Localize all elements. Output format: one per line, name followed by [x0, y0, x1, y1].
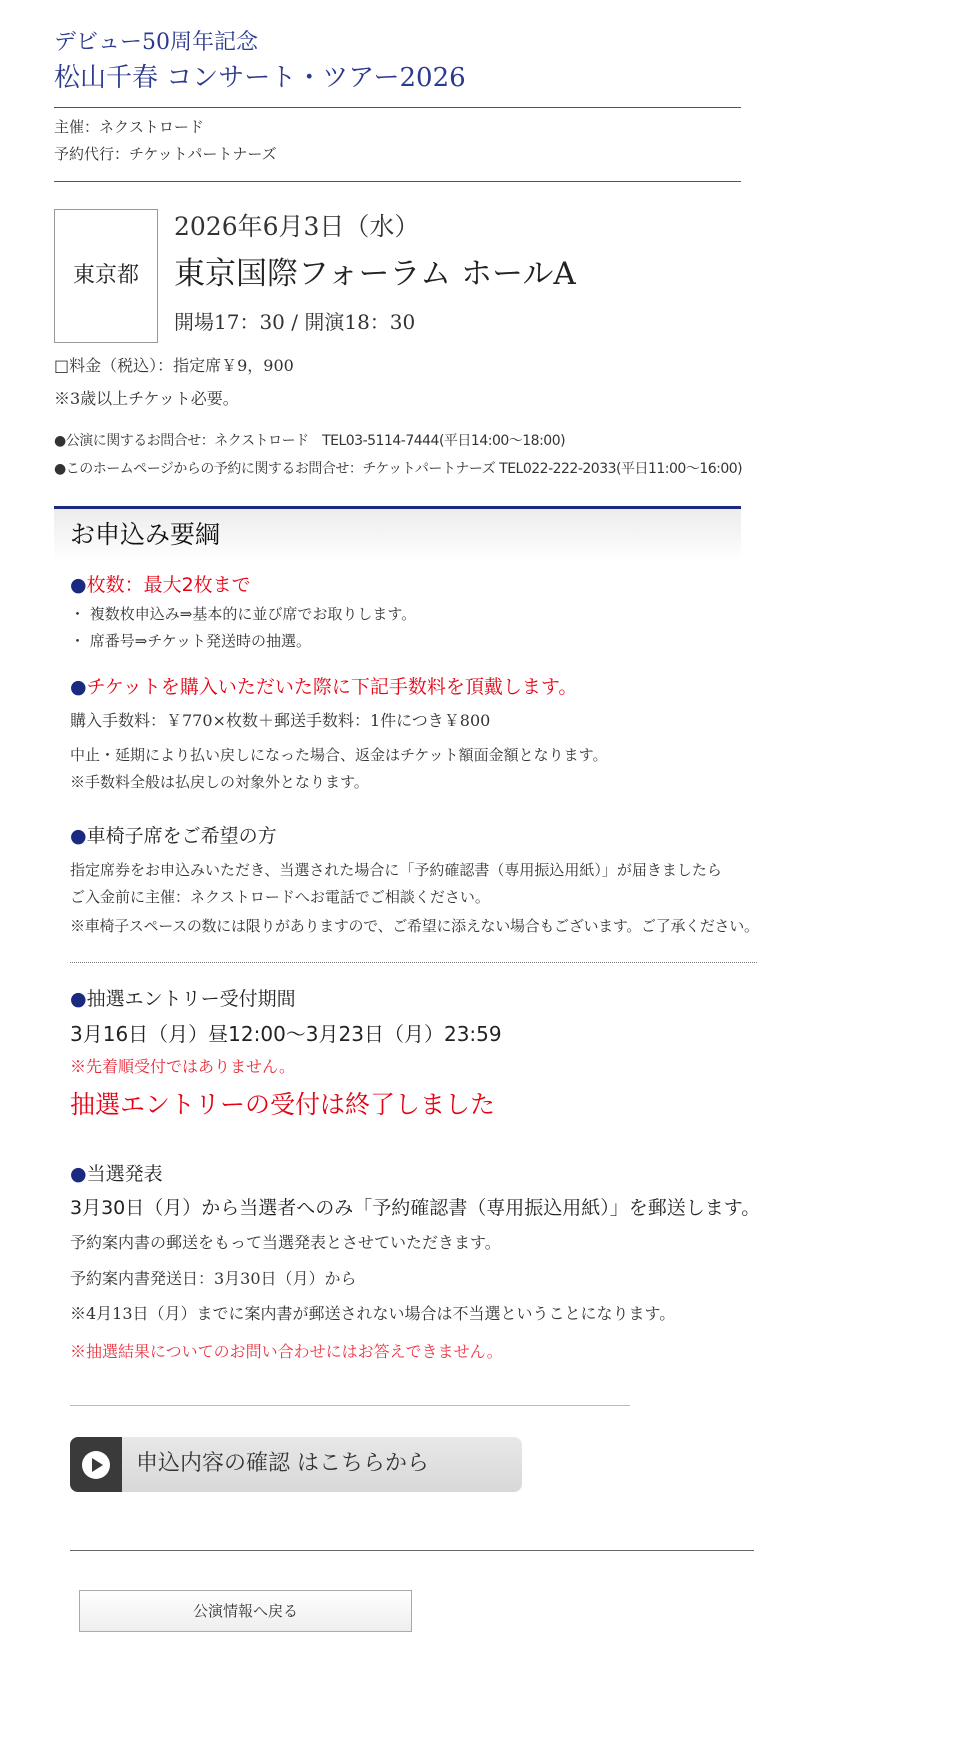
limit-line: ・ 複数枚申込み⇒基本的に並び席でお取りします。 — [70, 605, 417, 623]
dotted-divider — [70, 962, 757, 963]
back-to-event-info-button[interactable]: 公演情報へ戻る — [79, 1590, 412, 1632]
ticket-agent: 予約代行：チケットパートナーズ — [54, 145, 277, 163]
price: □料金（税込）：指定席￥9，900 — [54, 356, 294, 375]
limit-line: ・ 席番号⇒チケット発送時の抽選。 — [70, 632, 311, 650]
wheelchair-title: 車椅子席をご希望の方 — [86, 825, 277, 847]
organizer: 主催：ネクストロード — [54, 118, 204, 136]
fees-line: 購入手数料：￥770×枚数＋郵送手数料：1件につき￥800 — [70, 711, 491, 730]
entry-period: 3月16日（月）昼12:00～3月23日（月）23:59 — [70, 1022, 502, 1046]
limit-title: 枚数：最大2枚まで — [86, 574, 251, 596]
page-title: 松山千春 コンサート・ツアー2026 — [54, 63, 466, 93]
venue-name: 東京国際フォーラム ホールA — [174, 256, 576, 292]
play-icon — [70, 1437, 122, 1492]
divider — [54, 107, 741, 108]
contact-line: ●公演に関するお問合せ：ネクストロード TEL03-5114-7444(平日14:00～18:00) — [54, 433, 566, 449]
result-line: ※4月13日（月）までに案内書が郵送されない場合は不当選ということになります。 — [70, 1304, 676, 1323]
result-note: ※抽選結果についてのお問い合わせにはお答えできません。 — [70, 1342, 503, 1361]
section-heading: お申込み要綱 — [70, 520, 221, 549]
event-subtitle: デビュー50周年記念 — [54, 30, 258, 55]
result-line: 予約案内書の郵送をもって当選発表とさせていただきます。 — [70, 1233, 501, 1252]
wheelchair-line: ご入金前に主催：ネクストロードへお電話でご相談ください。 — [70, 888, 490, 906]
result-line: 3月30日（月）から当選者へのみ「予約確認書（専用振込用紙）」を郵送します。 — [70, 1197, 761, 1219]
entry-closed-notice: 抽選エントリーの受付は終了しました — [70, 1090, 496, 1119]
wheelchair-line: ※車椅子スペースの数には限りがありますので、ご希望に添えない場合もございます。ご了承ください。 — [70, 917, 759, 935]
divider — [54, 181, 741, 182]
bullet-icon: ● — [70, 574, 87, 596]
bullet-icon: ● — [70, 988, 87, 1010]
wheelchair-line: 指定席券をお申込みいただき、当選された場合に「予約確認書（専用振込用紙）」が届きましたら — [70, 861, 722, 879]
event-date: 2026年6月3日（水） — [174, 212, 420, 241]
result-line: 予約案内書発送日：3月30日（月）から — [70, 1269, 357, 1288]
result-title: 当選発表 — [86, 1163, 163, 1185]
contact-line: ●このホームページからの予約に関するお問合せ：チケットパートナーズ TEL022-222-2033(平日11:00～16:00) — [54, 461, 743, 477]
bullet-icon: ● — [70, 1163, 87, 1185]
fees-title: チケットを購入いただいた際に下記手数料を頂戴します。 — [86, 676, 578, 698]
confirm-button-label: 申込内容の確認 はこちらから — [136, 1451, 429, 1476]
bullet-icon: ● — [70, 825, 87, 847]
event-times: 開場17：30 / 開演18：30 — [174, 310, 416, 334]
entry-note: ※先着順受付ではありません。 — [70, 1057, 295, 1076]
age-note: ※3歳以上チケット必要。 — [54, 389, 239, 408]
confirm-application-button[interactable] — [70, 1437, 522, 1492]
fees-line: ※手数料全般は払戻しの対象外となります。 — [70, 773, 369, 791]
fees-line: 中止・延期により払い戻しになった場合、返金はチケット額面金額となります。 — [70, 746, 608, 764]
divider — [70, 1550, 754, 1551]
entry-title: 抽選エントリー受付期間 — [86, 988, 296, 1010]
divider — [70, 1405, 630, 1406]
prefecture-box: 東京都 — [54, 209, 158, 343]
bullet-icon: ● — [70, 676, 87, 698]
